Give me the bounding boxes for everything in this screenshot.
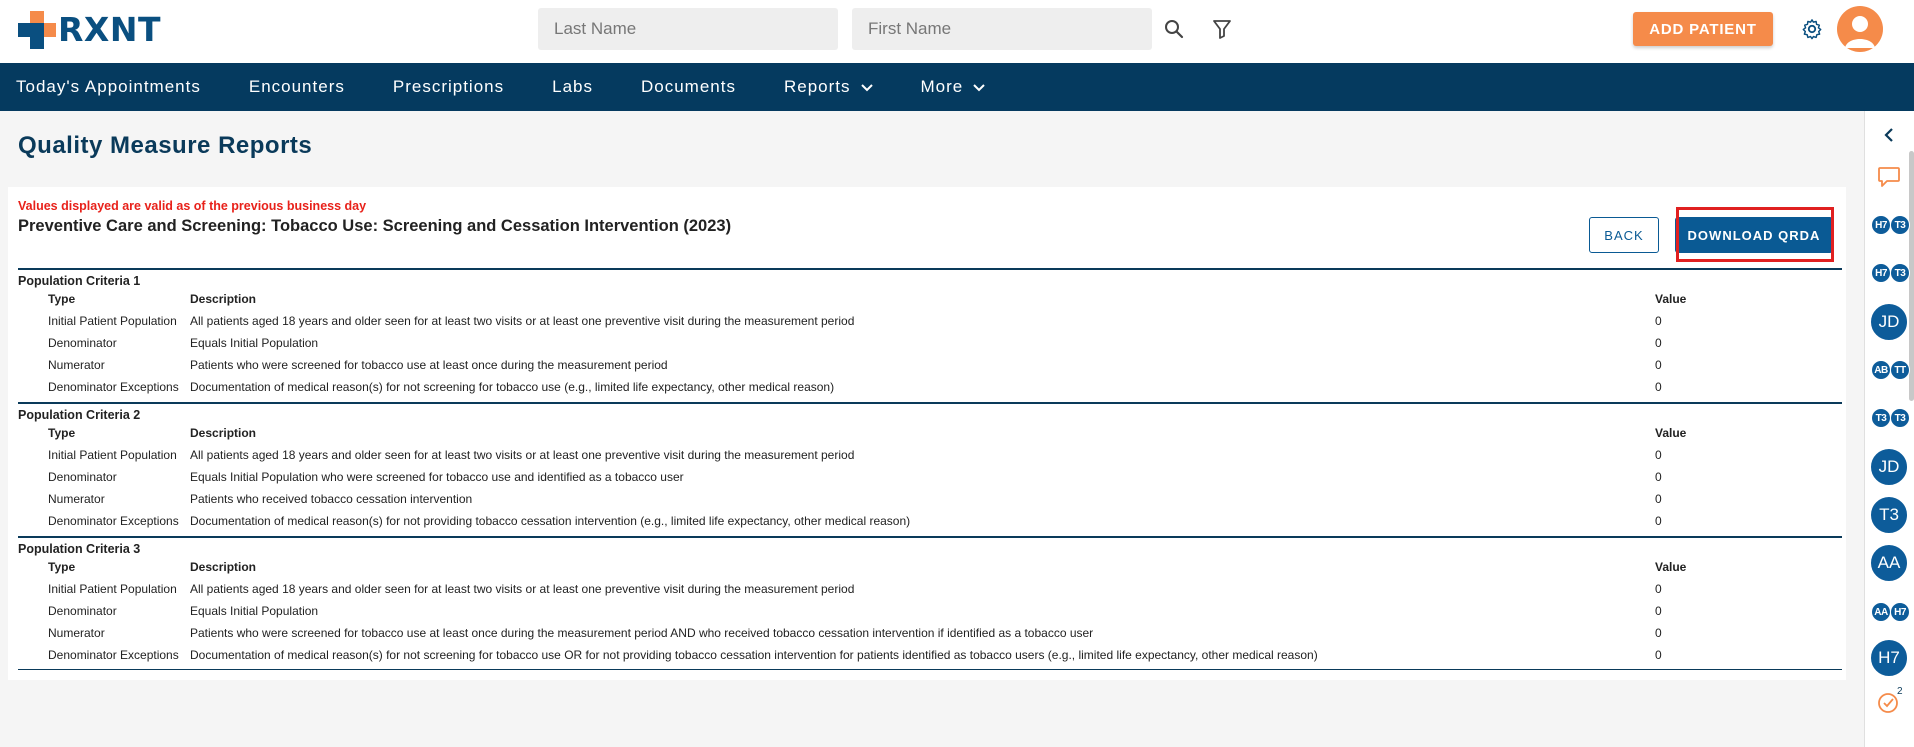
col-type: Type (48, 560, 76, 574)
col-description: Description (190, 426, 257, 440)
population-criteria-3 (18, 536, 1842, 662)
nav-label: Today's Appointments (16, 77, 201, 96)
row-type: Denominator (48, 336, 117, 350)
rail-scrollbar[interactable] (1909, 151, 1914, 401)
right-rail (1864, 111, 1914, 747)
nav-label: Labs (552, 77, 593, 96)
main-nav (0, 63, 1914, 111)
criteria-title: Population Criteria 2 (18, 408, 141, 422)
row-value: 0 (1655, 492, 1662, 506)
criteria-title: Population Criteria 1 (18, 274, 141, 288)
rxnt-logo[interactable] (18, 10, 161, 50)
page-title: Quality Measure Reports (18, 132, 313, 159)
row-type: Denominator Exceptions (48, 648, 179, 662)
patient-chip[interactable]: T3 (1871, 408, 1891, 428)
population-criteria-2 (18, 402, 1842, 528)
row-description: Documentation of medical reason(s) for not screening for tobacco use OR for not providing tobacco cessation intervention for patients identified as tobacco users (e.g., limited life expectancy, other medical reason) (190, 648, 1318, 662)
row-description: Documentation of medical reason(s) for not providing tobacco cessation intervention (e.g., limited life expectancy, other medical reason) (190, 514, 911, 528)
rail-clip (1865, 639, 1909, 667)
patient-chip[interactable]: H7 (1890, 602, 1910, 622)
gear-icon[interactable] (1797, 14, 1827, 44)
row-description: All patients aged 18 years and older seen for at least two visits or at least one preventive visit during the measurement period (190, 448, 855, 462)
last-name-input[interactable] (538, 8, 838, 50)
patient-chip[interactable]: H7 (1871, 263, 1891, 283)
col-value: Value (1655, 426, 1687, 440)
chat-icon[interactable] (1876, 165, 1902, 189)
table-row (18, 510, 1842, 532)
top-bar (0, 0, 1914, 63)
patient-chip[interactable]: H7 (1870, 639, 1908, 677)
row-description: Patients who were screened for tobacco use at least once during the measurement period (190, 358, 668, 372)
download-qrda-button[interactable]: DOWNLOAD QRDA (1675, 217, 1833, 253)
table-row (18, 466, 1842, 488)
chevron-down-icon (973, 77, 985, 97)
data-validity-notice: Values displayed are valid as of the previous business day (18, 199, 367, 213)
col-type: Type (48, 292, 76, 306)
nav-todays-appointments[interactable] (16, 77, 201, 97)
table-header (18, 422, 1842, 444)
nav-label: Documents (641, 77, 736, 96)
table-row (18, 332, 1842, 354)
table-row (18, 354, 1842, 376)
logo-cross-icon (18, 11, 56, 49)
tasks-count-badge: 2 (1897, 686, 1903, 697)
row-type: Denominator (48, 604, 117, 618)
logo-text: RXNT (58, 10, 161, 49)
patient-chip[interactable]: AA (1870, 544, 1908, 582)
collapse-chevron-icon[interactable] (1881, 127, 1897, 143)
row-type: Initial Patient Population (48, 448, 177, 462)
table-row (18, 622, 1842, 644)
report-card (8, 187, 1846, 680)
tasks-check-icon[interactable] (1875, 688, 1903, 716)
user-icon (1837, 6, 1883, 52)
user-avatar[interactable] (1837, 6, 1883, 52)
patient-chip[interactable]: TT (1890, 360, 1910, 380)
table-row (18, 376, 1842, 398)
nav-reports[interactable] (784, 77, 873, 97)
table-row (18, 600, 1842, 622)
row-value: 0 (1655, 380, 1662, 394)
row-description: Documentation of medical reason(s) for not screening for tobacco use (e.g., limited life expectancy, other medical reason) (190, 380, 835, 394)
table-row (18, 444, 1842, 466)
nav-prescriptions[interactable] (393, 77, 504, 97)
patient-chip[interactable]: T3 (1890, 408, 1910, 428)
filter-icon[interactable] (1207, 14, 1237, 44)
patient-chip[interactable]: H7 (1871, 215, 1891, 235)
patient-chip[interactable]: JD (1870, 303, 1908, 341)
row-value: 0 (1655, 336, 1662, 350)
row-type: Numerator (48, 492, 105, 506)
col-value: Value (1655, 292, 1687, 306)
col-value: Value (1655, 560, 1687, 574)
row-value: 0 (1655, 604, 1662, 618)
row-type: Denominator Exceptions (48, 514, 179, 528)
row-type: Denominator (48, 470, 117, 484)
row-description: Equals Initial Population (190, 604, 319, 618)
col-type: Type (48, 426, 76, 440)
chevron-down-icon (861, 77, 873, 97)
table-header (18, 288, 1842, 310)
row-value: 0 (1655, 314, 1662, 328)
population-criteria-1 (18, 268, 1842, 394)
row-description: All patients aged 18 years and older seen for at least two visits or at least one preventive visit during the measurement period (190, 582, 855, 596)
row-value: 0 (1655, 358, 1662, 372)
row-type: Initial Patient Population (48, 582, 177, 596)
nav-labs[interactable] (552, 77, 593, 97)
row-type: Initial Patient Population (48, 314, 177, 328)
patient-chip[interactable]: AA (1871, 602, 1891, 622)
nav-encounters[interactable] (249, 77, 345, 97)
table-row (18, 310, 1842, 332)
patient-chip[interactable]: AB (1871, 360, 1891, 380)
measure-title: Preventive Care and Screening: Tobacco Use: Screening and Cessation Intervention (2023) (18, 217, 732, 235)
first-name-input[interactable] (852, 8, 1152, 50)
row-type: Numerator (48, 626, 105, 640)
nav-label: Reports (783, 77, 851, 96)
row-value: 0 (1655, 470, 1662, 484)
row-type: Denominator Exceptions (48, 380, 179, 394)
row-value: 0 (1655, 448, 1662, 462)
patient-chip[interactable]: T3 (1890, 263, 1910, 283)
patient-chip[interactable]: T3 (1870, 496, 1908, 534)
row-value: 0 (1655, 648, 1662, 662)
row-type: Numerator (48, 358, 105, 372)
add-patient-button[interactable]: ADD PATIENT (1633, 12, 1773, 46)
col-description: Description (190, 560, 257, 574)
row-value: 0 (1655, 514, 1662, 528)
table-bottom-divider (18, 669, 1842, 670)
criteria-title: Population Criteria 3 (18, 542, 141, 556)
row-description: All patients aged 18 years and older seen for at least two visits or at least one preventive visit during the measurement period (190, 314, 855, 328)
nav-documents[interactable] (641, 77, 736, 97)
row-description: Patients who were screened for tobacco use at least once during the measurement period AND who received tobacco cessation intervention if identified as a tobacco user (190, 626, 1094, 640)
row-value: 0 (1655, 582, 1662, 596)
nav-label: Encounters (248, 77, 345, 96)
table-header (18, 556, 1842, 578)
table-row (18, 488, 1842, 510)
col-description: Description (190, 292, 257, 306)
table-row (18, 578, 1842, 600)
nav-label: More (920, 77, 964, 96)
row-description: Equals Initial Population (190, 336, 319, 350)
back-button[interactable]: BACK (1589, 217, 1659, 253)
row-description: Equals Initial Population who were screened for tobacco use and identified as a tobacco user (190, 470, 684, 484)
row-description: Patients who received tobacco cessation intervention (190, 492, 473, 506)
nav-more[interactable] (921, 77, 986, 97)
row-value: 0 (1655, 626, 1662, 640)
nav-label: Prescriptions (392, 77, 505, 96)
patient-chip[interactable]: T3 (1890, 215, 1910, 235)
table-row (18, 644, 1842, 666)
search-icon[interactable] (1159, 14, 1189, 44)
patient-chip[interactable]: JD (1870, 448, 1908, 486)
